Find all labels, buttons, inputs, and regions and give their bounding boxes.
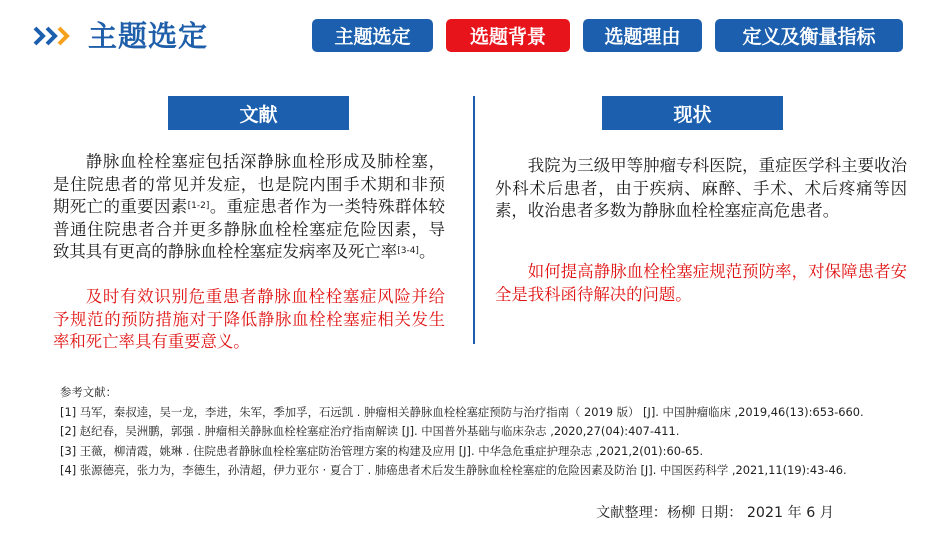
tab-topic-background[interactable]: 选题背景 xyxy=(446,19,570,52)
column-divider xyxy=(473,96,475,344)
reference-item: [2] 赵纪春，吴洲鹏，郭强 . 肿瘤相关静脉血栓栓塞症治疗指南解读 [J]. 中国普外基础与临床杂志 ,2020,27(04):407-411. xyxy=(60,424,680,439)
citation-3-4: [3-4] xyxy=(397,246,419,257)
tab-definition-metrics[interactable]: 定义及衡量指标 xyxy=(715,19,903,52)
reference-item: [3] 王薇，柳清霞，姚琳 . 住院患者静脉血栓栓塞症防治管理方案的构建及应用 [J]. 中华急危重症护理杂志 ,2021,2(01):60-65. xyxy=(60,443,704,458)
status-paragraph: 我院为三级甲等肿瘤专科医院，重症医学科主要收治外科术后患者，由于疾病、麻醉、手术、术后疼痛等因素，收治患者多数为静脉血栓栓塞症高危患者。 xyxy=(495,156,907,221)
compiler-date-footer: 文献整理：杨柳 日期： 2021 年 6 月 xyxy=(596,505,834,521)
references xyxy=(60,383,922,481)
page-title: 主题选定 xyxy=(88,19,209,53)
citation-1-2: [1-2] xyxy=(187,201,210,212)
status-problem: 如何提高静脉血栓栓塞症规范预防率，对保障患者安全是我科函待解决的问题。 xyxy=(495,262,907,304)
double-chevron-right-icon xyxy=(33,26,75,46)
reference-item: [1] 马军，秦叔逵，吴一龙，李进，朱军，季加孚，石远凯 . 肿瘤相关静脉血栓栓塞症预防与治疗指南（ 2019 版） [J]. 中国肿瘤临床 ,2019,46(13):653-660. xyxy=(60,404,864,419)
tab-topic-selection[interactable]: 主题选定 xyxy=(312,19,433,52)
reference-item: [4] 张源德亮，张力为，李德生，孙清超，伊力亚尔 · 夏合丁 . 肺癌患者术后发生静脉血栓栓塞症的危险因素及防治 [J]. 中国医药科学 ,2021,11(19):43-46. xyxy=(60,463,847,478)
literature-heading: 文献 xyxy=(168,96,349,130)
status-heading: 现状 xyxy=(602,96,783,130)
references-title: 参考文献： xyxy=(60,385,117,399)
literature-paragraph: 静脉血栓栓塞症包括深静脉血栓形成及肺栓塞，是住院患者的常见并发症，也是院内围手术期和非预期死亡的重要因素[1-2]。重症患者作为一类特殊群体较普通住院患者合并更多静脉血栓栓塞症危险因素，导致其具有更高的静脉血栓栓塞症发病率及死亡率[3-4]。 xyxy=(53,152,446,262)
tab-topic-reason[interactable]: 选题理由 xyxy=(583,19,702,52)
literature-conclusion: 及时有效识别危重患者静脉血栓栓塞症风险并给予规范的预防措施对于降低静脉血栓栓塞症相关发生率和死亡率具有重要意义。 xyxy=(53,287,445,352)
